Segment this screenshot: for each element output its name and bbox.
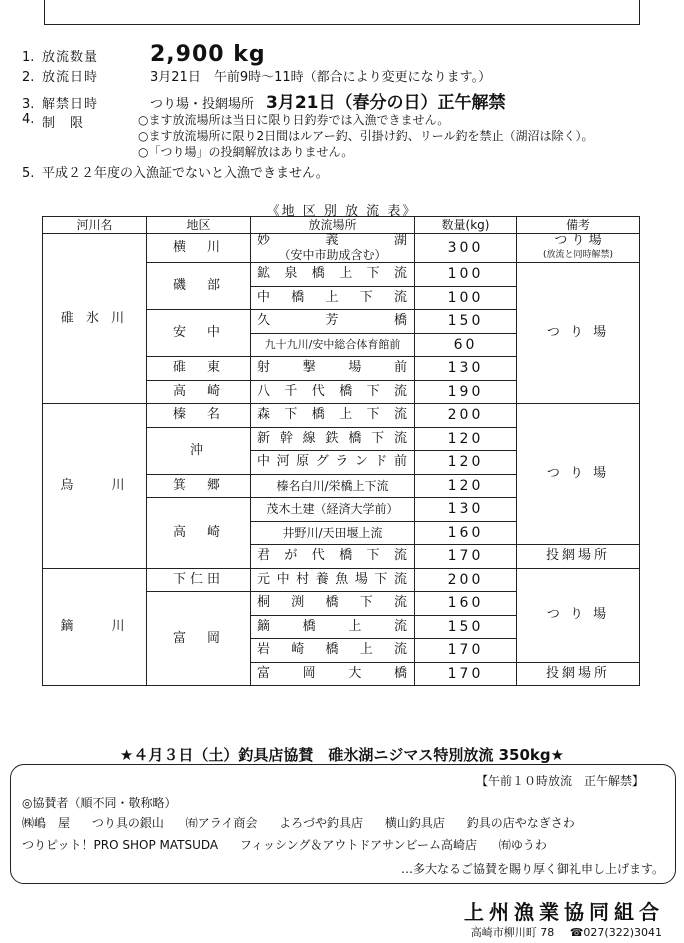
top-box-frame bbox=[44, 0, 640, 25]
table-row: 高 崎 茂木土建（経済大学前） 130 bbox=[43, 498, 640, 522]
table-row: 碓 東 射撃場前 130 bbox=[43, 357, 640, 381]
sponsor-headline: ★４月３日（土）釣具店協賛 碓氷湖ニジマス特別放流 350kg★ bbox=[119, 746, 565, 764]
sponsor-name: ㈲アライ商会 bbox=[185, 816, 258, 830]
area-name: 沖 bbox=[147, 427, 251, 474]
organization-address bbox=[459, 924, 662, 940]
sponsor-name: 横山釣具店 bbox=[384, 816, 445, 830]
area-name: 安 中 bbox=[147, 310, 251, 357]
header-place: 放流場所 bbox=[251, 217, 415, 234]
total-quantity: 2,900 kg bbox=[150, 42, 266, 67]
organization-name: 上州漁業協同組合 bbox=[464, 900, 664, 924]
sponsor-name: よろづや釣具店 bbox=[279, 816, 364, 830]
header-area: 地区 bbox=[147, 217, 251, 234]
table-row: 井野川/天田堰上流 160 bbox=[43, 521, 640, 545]
area-name: 高 崎 bbox=[147, 380, 251, 404]
table-title: 《地 区 別 放 流 表》 bbox=[266, 204, 418, 219]
notes-cell: 投網場所 bbox=[517, 545, 640, 569]
table-row: 烏 川 榛 名 森下橋上下流 200 つ り 場 bbox=[43, 404, 640, 428]
header-river: 河川名 bbox=[43, 217, 147, 234]
river-name: 烏 川 bbox=[43, 404, 147, 569]
sponsor-label: ◎協賛者（順不同・敬称略） bbox=[22, 796, 177, 810]
table-row: 君が代橋下流 170 投網場所 bbox=[43, 545, 640, 569]
notes-cell: つ り 場 bbox=[517, 568, 640, 662]
sponsor-name: ㈲ゆうわ bbox=[498, 838, 547, 852]
header-notes: 備考 bbox=[517, 217, 640, 234]
table-row: 碓 氷 川 横 川 妙義湖 （安中市助成含む） 300 つ り 場 (放流と同時解禁) bbox=[43, 234, 640, 263]
info-datetime: 2. 放流日時 3月21日 午前9時～11時（都合により変更になります。） bbox=[22, 70, 492, 85]
release-table bbox=[42, 216, 640, 686]
river-name: 鏑 川 bbox=[43, 568, 147, 686]
info-restrictions: 4. 制 限 ○ます放流場所は当日に限り日釣券では入漁できません。 ○ます放流場所に限り2日間はルアー釣、引掛け釣、リール釣を禁止（湖沼は除く）。 ○「つり場」の投網解放はありません。 bbox=[22, 112, 594, 159]
release-info bbox=[22, 42, 674, 184]
table-row: 鏑 川 下仁田 元中村養魚場下流 200 つ り 場 bbox=[43, 568, 640, 592]
area-name: 碓 東 bbox=[147, 357, 251, 381]
table-row: 中河原グランド前 120 bbox=[43, 451, 640, 475]
info-license: 5. 平成２２年度の入漁証でないと入漁できません。 bbox=[22, 166, 329, 181]
table-header bbox=[43, 217, 640, 234]
header-quantity: 数量(kg) bbox=[415, 217, 517, 234]
table-row: 高 崎 八千代橋下流 190 bbox=[43, 380, 640, 404]
notes-cell: つ り 場 bbox=[517, 263, 640, 404]
table-row: 富岡大橋 170 投網場所 bbox=[43, 662, 640, 686]
sponsor-time: 【午前１０時放流 正午解禁】 bbox=[475, 774, 644, 788]
table-row: 磯 部 鉱泉橋上下流 100 つ り 場 bbox=[43, 263, 640, 287]
notes-cell: つ り 場 bbox=[517, 404, 640, 545]
sponsor-thanks: …多大なるご協賛を賜り厚く御礼申し上げます。 bbox=[400, 862, 664, 876]
area-name: 磯 部 bbox=[147, 263, 251, 310]
sponsor-name: つり具の銀山 bbox=[91, 816, 164, 830]
river-name: 碓 氷 川 bbox=[43, 234, 147, 404]
phone-text: ☎027(322)3041 bbox=[569, 926, 662, 939]
table-row: 中橋上下流 100 bbox=[43, 286, 640, 310]
sponsor-name: 釣具の店やなぎさわ bbox=[466, 816, 575, 830]
notes-cell: つ り 場 (放流と同時解禁) bbox=[517, 234, 640, 263]
sponsor-name: つりピット！PRO SHOP MATSUDA bbox=[22, 838, 219, 852]
table-row: 安 中 久芳橋 150 bbox=[43, 310, 640, 334]
area-name: 横 川 bbox=[147, 234, 251, 263]
area-name: 富 岡 bbox=[147, 592, 251, 686]
sponsor-list-1 bbox=[22, 814, 593, 831]
table-row: 箕 郷 榛名白川/栄橋上下流 120 bbox=[43, 474, 640, 498]
address-text: 高崎市柳川町 78 bbox=[470, 926, 555, 939]
table-row: 富 岡 桐渕橋下流 160 bbox=[43, 592, 640, 616]
notes-cell: 投網場所 bbox=[517, 662, 640, 686]
table-row: 沖 新幹線鉄橋下流 120 bbox=[43, 427, 640, 451]
area-name: 高 崎 bbox=[147, 498, 251, 569]
area-name: 下仁田 bbox=[147, 568, 251, 592]
table-row: 鏑橋上流 150 bbox=[43, 615, 640, 639]
table-row: 九十九川/安中総合体育館前 60 bbox=[43, 333, 640, 357]
sponsor-name: フィッシング＆アウトドアサンビーム高崎店 bbox=[239, 838, 477, 852]
info-quantity: 1. 放流数量 2,900 kg bbox=[22, 42, 266, 67]
sponsor-name: ㈱嶋 屋 bbox=[22, 816, 71, 830]
area-name: 榛 名 bbox=[147, 404, 251, 428]
table-row: 岩崎橋上流 170 bbox=[43, 639, 640, 663]
area-name: 箕 郷 bbox=[147, 474, 251, 498]
sponsor-list-2 bbox=[22, 836, 565, 853]
info-opening: 3. 解禁日時 つり場・投網場所 3月21日（春分の日）正午解禁 bbox=[22, 93, 506, 113]
